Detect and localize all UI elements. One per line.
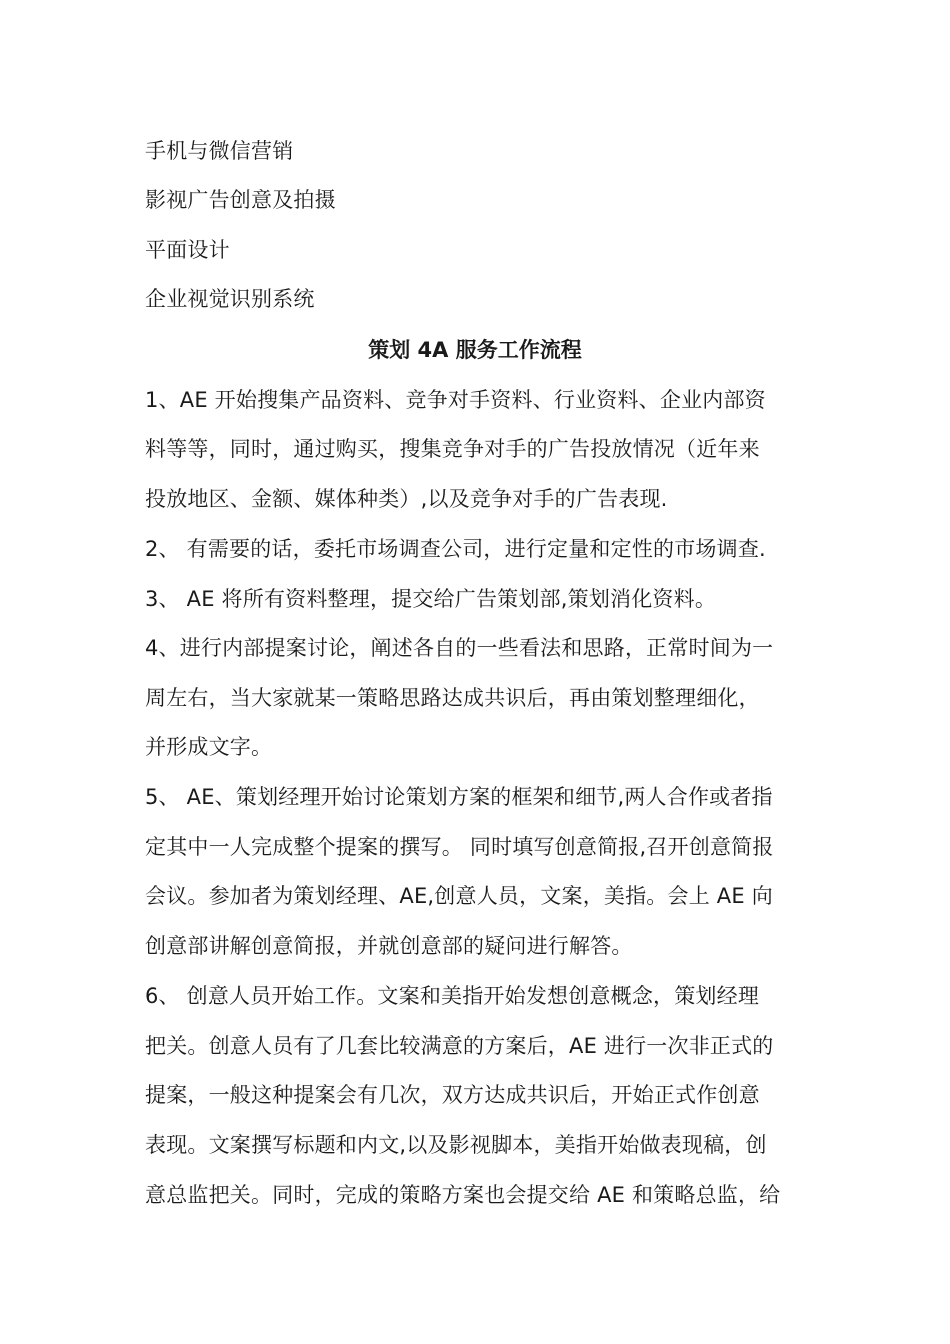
paragraph-line: 意总监把关。同时，完成的策略方案也会提交给 AE 和策略总监，给	[145, 1183, 781, 1207]
paragraph-line: 把关。创意人员有了几套比较满意的方案后，AE 进行一次非正式的	[145, 1034, 774, 1058]
section-title: 策划 4A 服务工作流程	[368, 338, 582, 362]
paragraph-line: 会议。参加者为策划经理、AE,创意人员，文案，美指。会上 AE 向	[145, 884, 773, 908]
paragraph-line: 周左右，当大家就某一策略思路达成共识后，再由策划整理细化，	[145, 686, 760, 710]
service-item: 手机与微信营销	[145, 139, 294, 163]
paragraph-line: 1、AE 开始搜集产品资料、竞争对手资料、行业资料、企业内部资	[145, 388, 766, 412]
paragraph-line: 2、 有需要的话，委托市场调查公司，进行定量和定性的市场调查.	[145, 537, 766, 561]
paragraph-line: 并形成文字。	[145, 735, 273, 759]
paragraph-line: 3、 AE 将所有资料整理，提交给广告策划部,策划消化资料。	[145, 587, 717, 611]
paragraph-line: 提案，一般这种提案会有几次，双方达成共识后，开始正式作创意	[145, 1083, 760, 1107]
service-item: 平面设计	[145, 238, 230, 262]
paragraph-line: 5、 AE、策划经理开始讨论策划方案的框架和细节,两人合作或者指	[145, 785, 773, 809]
paragraph-line: 创意部讲解创意简报，并就创意部的疑问进行解答。	[145, 934, 633, 958]
paragraph-line: 投放地区、金额、媒体种类）,以及竞争对手的广告表现.	[145, 487, 668, 511]
paragraph-line: 定其中一人完成整个提案的撰写。 同时填写创意简报,召开创意简报	[145, 835, 774, 859]
paragraph-line: 表现。文案撰写标题和内文,以及影视脚本，美指开始做表现稿，创	[145, 1133, 767, 1157]
service-item: 企业视觉识别系统	[145, 287, 315, 311]
paragraph-line: 6、 创意人员开始工作。文案和美指开始发想创意概念，策划经理	[145, 984, 760, 1008]
paragraph-line: 料等等，同时，通过购买，搜集竞争对手的广告投放情况（近年来	[145, 437, 760, 461]
service-item: 影视广告创意及拍摄	[145, 188, 336, 212]
paragraph-line: 4、进行内部提案讨论，阐述各自的一些看法和思路，正常时间为一	[145, 636, 774, 660]
